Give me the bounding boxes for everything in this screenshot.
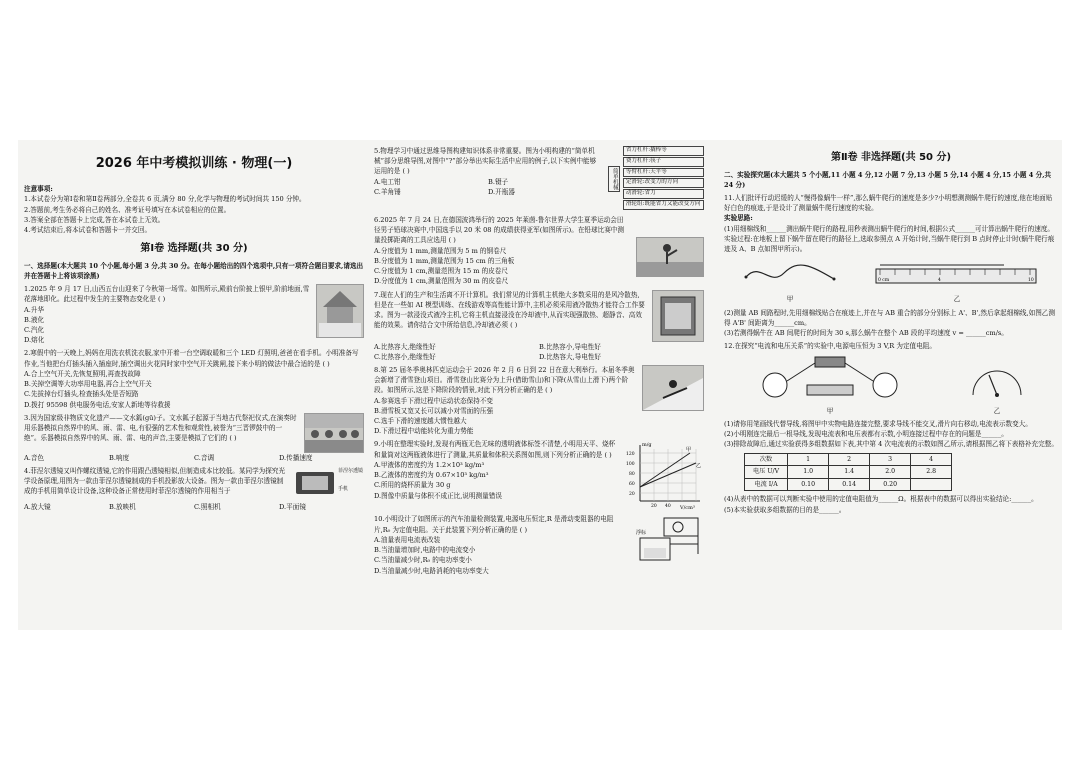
- option: B.分度值为 1 mm,测量范围为 15 cm 的三角板: [374, 256, 515, 265]
- question-9: [374, 439, 704, 511]
- option: C.比热容小,绝缘性好: [374, 352, 436, 361]
- option: B.放映机: [109, 503, 136, 512]
- ruler-tick: 0 cm: [878, 278, 890, 284]
- part2-title: 第Ⅱ卷 非选择题(共 50 分): [830, 152, 952, 163]
- notice-item: 4.考试结束后,将本试卷和答题卡一并交回。: [24, 226, 152, 235]
- question-stem: 10.小明设计了如图所示的汽车油量检测装置,电源电压恒定,R 是滑动变阻器的电阻片,R₀ 为定值电阻。关于此装置下列分析正确的是 ( ): [374, 515, 614, 534]
- table-row: [745, 466, 952, 479]
- graph-y-tick: 120: [626, 452, 635, 458]
- skier-icon: [643, 366, 703, 410]
- float-label: 浮标: [636, 530, 647, 537]
- table-cell: 1.4: [829, 466, 870, 479]
- question-line: 实验过程:在地板上留下蜗牛留在爬行的路径上,选取参照点 A 开始计时,当蜗牛爬行到 B 点时停止计时(蜗牛爬行痕迹及 A、B 点如图甲所示)。: [724, 234, 1055, 254]
- question-stem: 5.物理学习中通过思维导图构建知识体系非常重要。图为小明构建的“简单机械”部分思维导图,对图中“?”部分举出实际生活中应用的例子,以下实例中能够运用的是 ( ): [374, 147, 597, 176]
- mind-map-center: 简单机械: [608, 166, 620, 192]
- question-line: (5)本实验获取多组数据的目的是______。: [724, 505, 846, 514]
- option: D.传播速度: [279, 453, 313, 462]
- question-5-options: [374, 177, 602, 197]
- figure-yi: [967, 359, 1027, 416]
- option: B.液化: [24, 315, 45, 324]
- table-cell: 2: [829, 453, 870, 466]
- mind-map-node: 等臂杠杆:天平等: [623, 168, 704, 178]
- option: A.放大镜: [24, 503, 51, 512]
- question-stem: 1.2025 年 9 月 17 日,山西五台山迎来了今秋第一场雪。如图所示,殿前台阶披上银甲,阶前地面,雪花落地即化。此过程中发生的主要物态变化是 ( ): [24, 285, 310, 304]
- projector-icon: [294, 466, 338, 500]
- question-stem: 12.在探究“电流和电压关系”的实验中,电源电压恒为 3 V,R 为定值电阻。: [724, 342, 936, 351]
- snail-path-icon: [740, 257, 840, 291]
- option: B.响度: [109, 453, 130, 462]
- question-7-options: [374, 342, 704, 362]
- question-8: [374, 365, 704, 437]
- ski-mountaineering-photo: [642, 365, 704, 411]
- question-stem: 6.2025 年 7 月 24 日,在德国波鸿举行的 2025 年莱茵-鲁尔世界大学生夏季运动会田径男子铅球决赛中,中国选手以 20 米 08 的成绩获得亚军(如图所示)。在铅球比赛中测量投掷距离的工具应选用 ( ): [374, 215, 624, 245]
- table-row: [745, 453, 952, 466]
- question-4: [24, 466, 364, 502]
- question-stem: 9.小明在整理实验时,发现有两瓶无色无味的透明液体标签不清楚,小明用天平、烧杯和量筒对这两瓶液体进行了测量,其质量和体积关系图如图,则下列分析正确的是 ( ): [374, 440, 616, 459]
- question-2: [24, 348, 364, 409]
- question-stem: 11.人们批评行动迟缓的人“慢得像蜗牛一样”,那么蜗牛爬行的速度是多少?小明想测测蜗牛爬行的速度,他在地面贴好白色的痕迹,于是设计了测量蜗牛爬行速度的实验。: [724, 193, 1053, 213]
- circuit-apparatus-icon: [755, 355, 905, 403]
- table-cell: 次数: [745, 453, 788, 466]
- option: D.熔化: [24, 336, 45, 345]
- exam-title: 2026 年中考模拟训练 · 物理(一): [95, 156, 293, 171]
- option: A.升华: [24, 305, 45, 314]
- label-phone: 手机: [338, 486, 349, 493]
- temple-snow-photo: [316, 284, 364, 338]
- figure-label: 乙: [993, 406, 1001, 415]
- question-3-options: [24, 453, 364, 463]
- column-left: [24, 140, 364, 512]
- option: D.比热容大,导电性好: [539, 352, 601, 361]
- graph-line-label: 乙: [696, 463, 702, 470]
- mind-map-node: 定滑轮:改变力的方向: [623, 178, 704, 188]
- notice-item: 3.答案全部在答题卡上完成,答在本试卷上无效。: [24, 215, 165, 224]
- liquid-cooled-computer-photo: [652, 290, 704, 342]
- question-stem: 2.寒假中的一天晚上,妈妈在用洗衣机洗衣服,家中开着一台空调取暖和三个 LED 灯照明,爸爸在看手机。小明准备写作业,当他把台灯插头插入插座时,插空调出火花同时家中空气开关跳闸,接下来小明的做法中最合适的是 ( ): [24, 349, 359, 368]
- question-line: (1)用细棉线和______测出蜗牛爬行的路程,用秒表测出蜗牛爬行的时间,根据公式______可计算出蜗牛爬行的速度。: [724, 224, 1055, 233]
- question-line: (4)从表中的数据可以判断实验中使用的定值电阻值为______Ω。根据表中的数据可以得出实验结论:______。: [724, 495, 1038, 504]
- option: B.乙液体的密度约为 0.67×10³ kg/m³: [374, 471, 489, 480]
- performers-icon: [305, 414, 363, 452]
- question-10: [374, 514, 704, 575]
- option: B.滑雪板又宽又长可以减小对雪面的压强: [374, 406, 494, 415]
- question-7: [374, 290, 704, 342]
- notice-item: 2.答题前,考生务必将自己的姓名、准考证号填写在本试卷相应的位置。: [24, 205, 231, 214]
- option: D.平面镜: [279, 503, 306, 512]
- question-6: [374, 215, 704, 287]
- snail-figures: [724, 257, 1058, 304]
- option: A.比热容大,绝缘性好: [374, 342, 436, 351]
- option: C.当油量减少时,R₀ 的电功率变小: [374, 556, 472, 565]
- table-cell: [911, 478, 952, 491]
- gu-drum-performance-photo: [304, 413, 364, 453]
- figure-jia: [755, 355, 905, 416]
- question-1: [24, 284, 364, 345]
- column-right: [724, 140, 1058, 515]
- figure-jia: [740, 257, 840, 304]
- table-cell: 2.8: [911, 466, 952, 479]
- graph-y-tick: 20: [629, 492, 635, 498]
- option: C.先拔掉台灯插头,检查插头处是否短路: [24, 390, 139, 399]
- graph-x-tick: 40: [665, 504, 671, 510]
- graph-y-tick: 100: [626, 462, 635, 468]
- option: B.镊子: [488, 177, 509, 186]
- option: A.甲液体的密度约为 1.2×10³ kg/m³: [374, 460, 485, 469]
- option: B.当油量增加时,电路中的电流变小: [374, 546, 476, 555]
- athlete-icon: [637, 238, 703, 276]
- part1-title: 第Ⅰ卷 选择题(共 30 分): [140, 243, 248, 255]
- option: C.分度值为 1 cm,测量范围为 15 m 的皮卷尺: [374, 267, 508, 276]
- mind-map-node: 动滑轮:省力: [623, 189, 704, 199]
- table-cell: 3: [870, 453, 911, 466]
- question-12: [724, 341, 1058, 515]
- option: D.开瓶器: [488, 187, 515, 196]
- oil-gauge-circuit: [634, 514, 704, 564]
- figure-label: 甲: [826, 406, 834, 415]
- question-stem: 7.现在人们的生产和生活离不开计算机。我们常见的计算机主机绝大多数采用的是风冷散热,但是在一些如 AI 模型训练、在线游戏等高性能计算中,主机必须采用液冷散热才能符合工作要求。图为一款浸没式液冷主机,它将主机直接浸没在冷却液中,从而实现强散热、超静音、高效能的效果。请你结合文中所给信息,冷却液必须 ( ): [374, 290, 645, 330]
- question-line: (1)请你用笔画线代替导线,将图甲中实物电路连接完整,要求导线不能交叉,滑片向右移动,电流表示数变大。: [724, 420, 1032, 428]
- question-stem: 3.因为国家级非物质文化遗产——文水鈲(gū)子。文水鈲子起源于当地古代祭祀仪式,在演奏时用乐器模拟自然界中的风、雨、雷、电,有很强的艺术性和观赏性,被誉为“三晋锣鼓中的一绝”。乐器模拟自然界中的风、雨、雷、电的声音,主要是模拟了它们的 ( ): [24, 413, 297, 443]
- option: C.照相机: [194, 503, 221, 512]
- shot-put-photo: [636, 237, 704, 277]
- question-11: [724, 193, 1058, 338]
- option: C.选手下滑的速度越大惯性越大: [374, 417, 467, 426]
- part2-instructions: 二、实验探究题(本大题共 5 个小题,11 小题 4 分,12 小题 7 分,13 小题 5 分,14 小题 4 分,15 小题 4 分,共 24 分): [724, 170, 1052, 189]
- column-middle: [374, 146, 704, 576]
- question-line: (2)测量 AB 间路程时,先用细棉线贴合在痕迹上,并在与 AB 重合的部分分别标上 A'、B',然后拿起细棉线,如图乙测得 A'B' 间距离为______cm。: [724, 308, 1055, 327]
- question-line: (3)若测得蜗牛在 AB 间爬行的时间为 30 s,那么蜗牛在整个 AB 段的平均速度 v = ______cm/s。: [724, 329, 1008, 338]
- option: A.电工钳: [374, 177, 401, 186]
- graph-x-tick: 20: [651, 504, 657, 510]
- table-cell: 4: [911, 453, 952, 466]
- question-stem: 4.菲涅尔透镜又叫作螺纹透镜,它的作用跟凸透镜相似,但制造成本比较低。某同学为探究光学设备原理,用图为一款由菲涅尔透镜制成的手机投影放大设备。图为一款由菲涅尔透镜制成的手机用简单设计设备,这种设备正常使用时菲涅尔透镜的作用相当于: [24, 467, 286, 496]
- question-stem: 8.第 25 届冬季奥林匹克运动会于 2026 年 2 月 6 日到 22 日在意大利举行。本届冬季奥会新增了滑雪登山项目。滑雪登山比赛分为上升(借助雪山)和下降(从雪山上滑下)两个阶段。如图所示,这是下降阶段的情景,对此下列分析正确的是 ( ): [374, 365, 635, 395]
- graph-y-label: m/g: [642, 442, 652, 449]
- table-cell: 2.0: [870, 466, 911, 479]
- label-fresnel-lens: 菲涅尔透镜: [338, 468, 364, 475]
- graph-y-tick: 80: [629, 472, 635, 478]
- figure-yi: [872, 261, 1042, 304]
- mass-volume-graph: [624, 439, 704, 511]
- option: B.关掉空调等大功率用电器,再合上空气开关: [24, 380, 152, 389]
- option: A.参赛选手下滑过程中运动状态保持不变: [374, 396, 493, 405]
- question-4-options: [24, 502, 364, 512]
- option: A.分度值为 1 mm,测量范围为 5 m 的钢卷尺: [374, 246, 507, 255]
- question-line: (2)小明刚连完最后一根导线,发现电流表和电压表都有示数,小明连接过程中存在的问题是______。: [724, 430, 1008, 439]
- option: B.比热容小,导电性好: [539, 342, 601, 351]
- question-line: (3)排除故障后,通过实验获得多组数据如下表,其中第 4 次电流表的示数如图乙所示,请根据图乙将下表格补充完整。: [724, 440, 1058, 449]
- option: D.拨打 95598 供电服务电话,安家人新地等待救援: [24, 400, 171, 409]
- data-table: [744, 453, 952, 492]
- figure-label: 乙: [953, 295, 961, 304]
- table-cell: 0.20: [870, 478, 911, 491]
- mind-map-node: 费力杠杆:筷子: [623, 157, 704, 167]
- option: C.羊角锤: [374, 187, 401, 196]
- table-cell: 0.10: [788, 478, 829, 491]
- mind-map-node: 省力杠杆:撬棒等: [623, 146, 704, 156]
- temple-icon: [317, 285, 363, 337]
- ruler: [872, 261, 1042, 291]
- figure-label: 甲: [786, 295, 794, 304]
- option: A.合上空气开关,先恢复照明,再查找故障: [24, 369, 141, 378]
- option: C.音调: [194, 453, 215, 462]
- table-cell: 电压 U/V: [745, 466, 788, 479]
- option: D.下滑过程中动能转化为重力势能: [374, 427, 474, 436]
- ruler-tick: 10: [1028, 278, 1034, 284]
- notice-heading: 注意事项:: [24, 185, 53, 194]
- graph-line-label: 甲: [686, 447, 692, 454]
- option: D.分度值为 1 cm,测量范围为 30 m 的皮卷尺: [374, 277, 509, 286]
- mind-map-node: 滑轮组:既能省力又能改变方向: [623, 200, 704, 210]
- option: A.音色: [24, 453, 45, 462]
- option: D.图像中质量与体积不成正比,说明测量错误: [374, 491, 502, 500]
- table-cell: 0.14: [829, 478, 870, 491]
- exam-sheet: [18, 140, 1062, 630]
- table-cell: 1: [788, 453, 829, 466]
- table-cell: 电流 I/A: [745, 478, 788, 491]
- circuit-figures: [724, 355, 1058, 416]
- option: C.汽化: [24, 326, 45, 335]
- option: C.所用的烧杯质量为 30 g: [374, 481, 451, 490]
- table-cell: 1.0: [788, 466, 829, 479]
- notice-item: 1.本试卷分为第Ⅰ卷和第Ⅱ卷两部分,全卷共 6 页,满分 80 分,化学与物理的考试时间共 150 分钟。: [24, 195, 306, 204]
- graph-y-tick: 60: [629, 482, 635, 488]
- part1-instructions: 一、选择题(本大题共 10 个小题,每小题 3 分,共 30 分。在每小题给出的四个选项中,只有一项符合题目要求,请选出并在答题卡上将该项涂黑): [24, 261, 364, 280]
- ammeter-dial-icon: [967, 359, 1027, 403]
- question-3: [24, 413, 364, 453]
- fresnel-projector-figure: [294, 466, 364, 502]
- graph-x-label: V/cm³: [680, 505, 695, 512]
- computer-icon: [653, 291, 703, 341]
- ruler-tick: 4: [938, 278, 941, 284]
- question-line: 实验思路:: [724, 214, 753, 223]
- mind-map: [608, 146, 704, 212]
- question-5: [374, 146, 704, 212]
- option: D.当油量减少时,电路消耗的电功率变大: [374, 566, 489, 575]
- option: A.油量表用电流表改装: [374, 535, 441, 544]
- table-row: [745, 478, 952, 491]
